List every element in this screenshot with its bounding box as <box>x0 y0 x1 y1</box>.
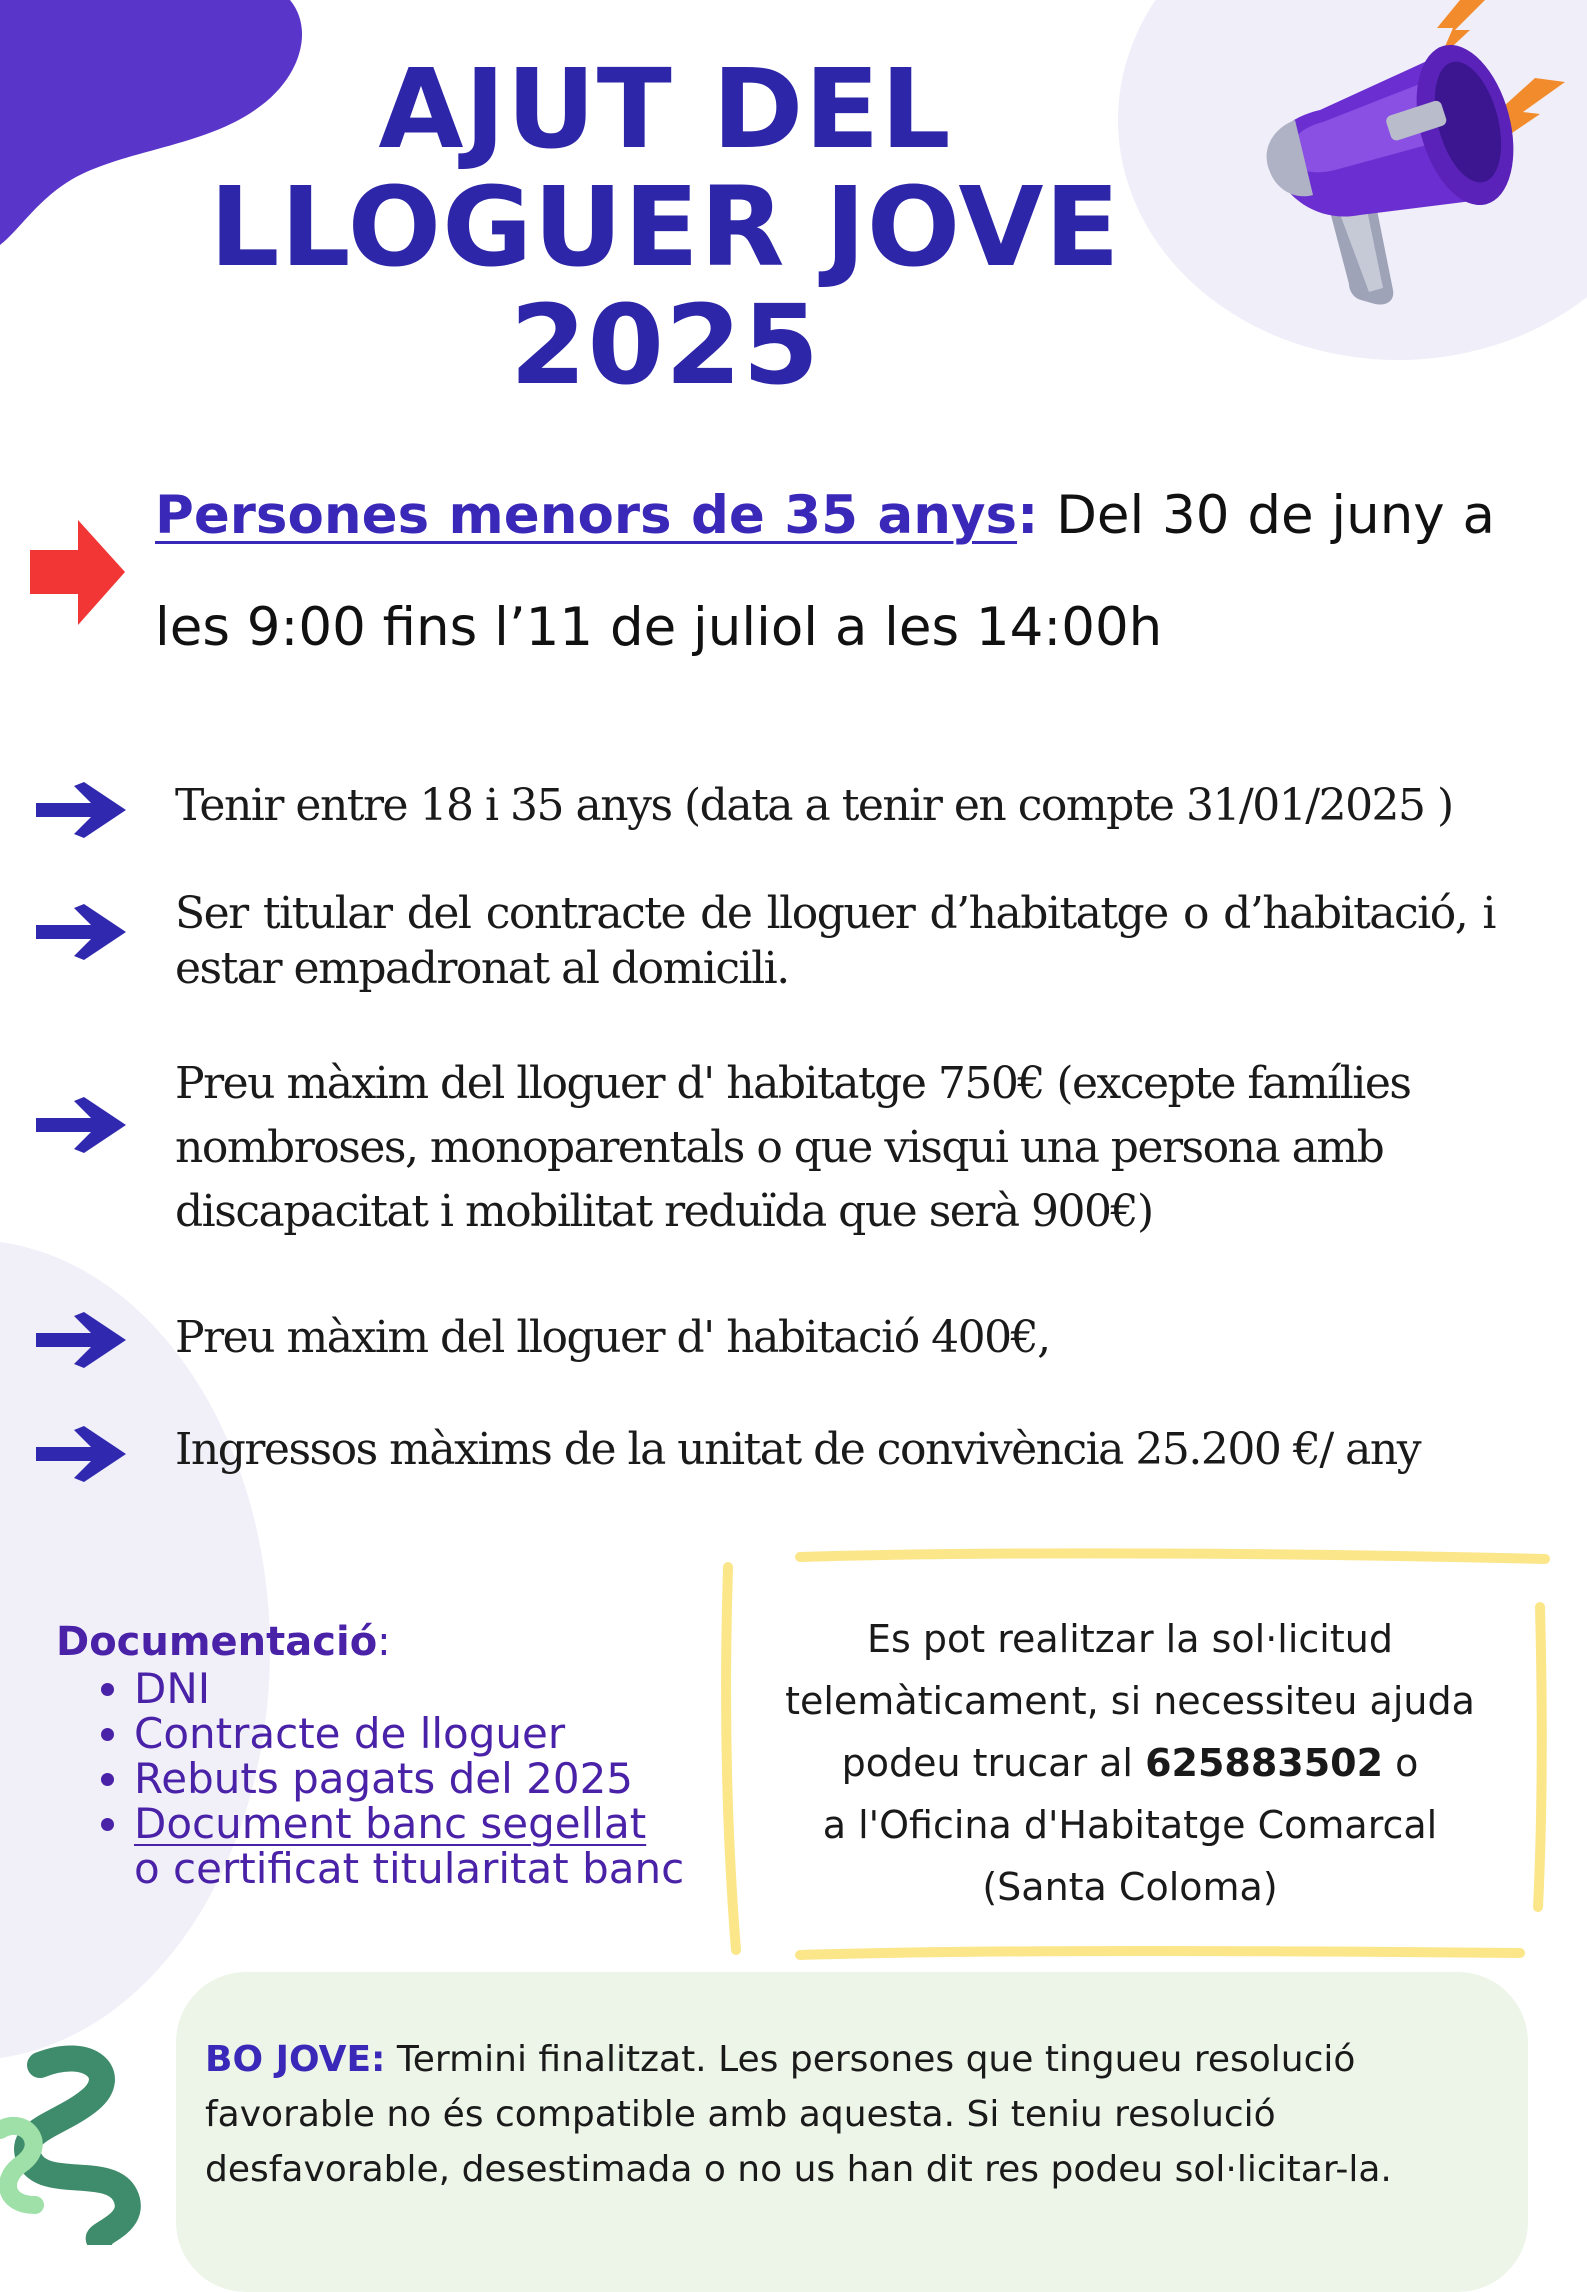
title-line-2: LLOGUER JOVE <box>209 163 1121 291</box>
phone-number[interactable]: 625883502 <box>1145 1741 1384 1785</box>
title-line-3: 2025 <box>509 281 821 409</box>
contact-info: Es pot realitzar la sol·licitud telemàticament, si necessiteu ajuda podeu trucar al 625883502 o a l'Oficina d'Habitatge Comarcal (Santa Coloma) <box>785 1617 1475 1909</box>
squiggle-icon <box>0 2035 190 2245</box>
bank-document-link[interactable]: Document banc segellat <box>134 1799 647 1848</box>
bo-jove-text: Termini finalitzat. Les persones que tingueu resolució favorable no és compatible amb aquesta. Si teniu resolució desfavorable, desestimada o no us han dit res podeu sol·licitar-la. <box>205 2039 1392 2190</box>
target-group: Persones menors de 35 anys: <box>155 485 1039 546</box>
title-line-1: AJUT DEL <box>378 45 952 173</box>
requirement-item: Ser titular del contracte de lloguer d’habitatge o d’habitació, i estar empadronat al domicili. <box>175 888 1495 994</box>
blue-arrow-icon <box>36 782 126 838</box>
blue-arrow-icon <box>36 1097 126 1153</box>
documentation-item: • DNI <box>134 1666 716 1711</box>
documentation-section <box>56 1618 716 1891</box>
requirement-item: Preu màxim del lloguer d' habitació 400€, <box>175 1312 1050 1363</box>
documentation-item: • Contracte de lloguer <box>134 1711 716 1756</box>
period-text: Del 30 de juny a les 9:00 fins l’11 de juliol a les 14:00h <box>155 485 1495 658</box>
eligibility-period <box>155 460 1495 684</box>
requirement-item: Tenir entre 18 i 35 anys (data a tenir en compte 31/01/2025 ) <box>175 780 1453 831</box>
bo-jove-label: BO JOVE: <box>205 2039 386 2080</box>
megaphone-icon <box>1265 0 1565 320</box>
requirement-item: Preu màxim del lloguer d' habitatge 750€ (excepte famílies nombroses, monoparentals o que visqui una persona amb discapacitat i mobilitat reduïda que serà 900€) <box>175 1058 1411 1237</box>
page-title <box>130 45 1200 409</box>
documentation-item: • Document banc segellat o certificat titularitat banc <box>134 1801 716 1891</box>
blue-arrow-icon <box>36 904 126 960</box>
documentation-item: • Rebuts pagats del 2025 <box>134 1756 716 1801</box>
red-arrow-icon <box>30 520 125 625</box>
bo-jove-notice <box>205 2032 1505 2197</box>
blue-arrow-icon <box>36 1426 126 1482</box>
blue-arrow-icon <box>36 1312 126 1368</box>
requirement-item: Ingressos màxims de la unitat de convivència 25.200 €/ any <box>175 1424 1421 1475</box>
documentation-heading: Documentació: <box>56 1619 391 1665</box>
documentation-list <box>56 1666 716 1891</box>
